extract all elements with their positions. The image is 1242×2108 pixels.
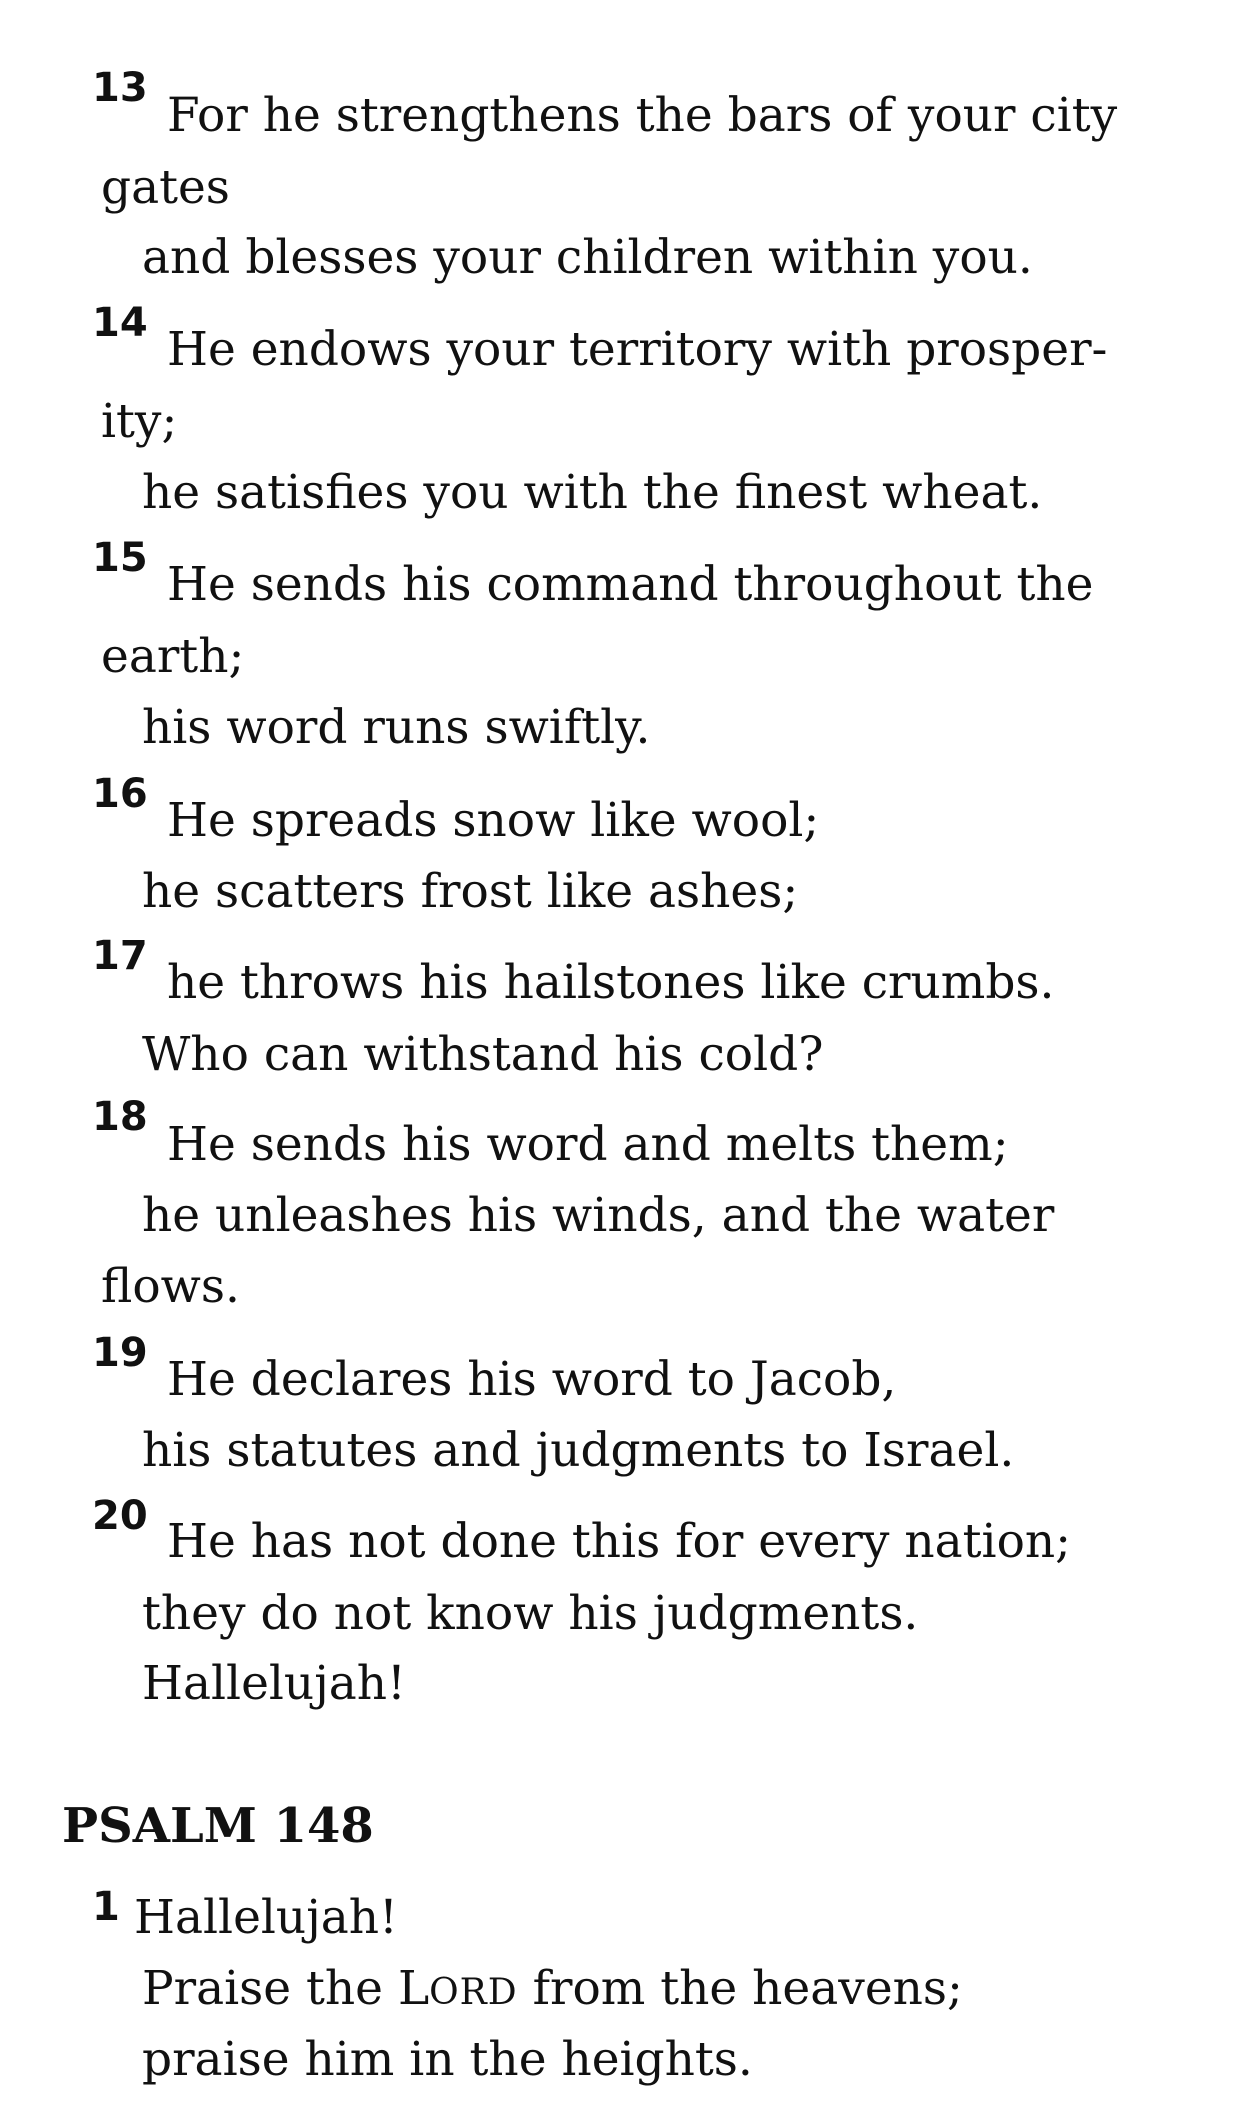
verse-line: and blesses your children within you. — [142, 230, 1033, 285]
verse-line-lord — [142, 1961, 963, 2016]
text-before-lord: Praise the — [142, 1961, 398, 2016]
verse-line-continuation: flows. — [101, 1259, 240, 1314]
verse-line: they do not know his judgments. — [142, 1586, 919, 1641]
verse-line: He spreads snow like wool; — [167, 793, 820, 848]
verse-number: 20 — [92, 1493, 148, 1539]
verse-line-continuation: earth; — [101, 629, 245, 684]
verse-number: 14 — [92, 300, 148, 346]
verse-line: he scatters frost like ashes; — [142, 864, 799, 919]
verse-line: Hallelujah! — [142, 1656, 406, 1711]
verse-number: 19 — [92, 1330, 148, 1376]
verse-line: He endows your territory with prosper- — [167, 322, 1108, 377]
verse-line-continuation: ity; — [101, 394, 178, 449]
verse-line: his statutes and judgments to Israel. — [142, 1423, 1015, 1478]
verse-line: He sends his word and melts them; — [167, 1117, 1009, 1172]
verse-line: He declares his word to Jacob, — [167, 1352, 897, 1407]
verse-line: Hallelujah! — [134, 1890, 398, 1945]
verse-number: 17 — [92, 933, 148, 979]
verse-number: 13 — [92, 65, 148, 111]
verse-line: he throws his hailstones like crumbs. — [167, 955, 1055, 1010]
verse-number: 1 — [92, 1884, 120, 1930]
verse-line: he unleashes his winds, and the water — [142, 1188, 1055, 1243]
verse-line: his word runs swiftly. — [142, 700, 651, 755]
verse-line: He has not done this for every nation; — [167, 1514, 1071, 1569]
verse-number: 16 — [92, 771, 148, 817]
psalm-heading: PSALM 148 — [62, 1798, 374, 1854]
verse-line: Who can withstand his cold? — [142, 1027, 824, 1082]
verse-line: He sends his command throughout the — [167, 557, 1094, 612]
verse-line: he satisfies you with the finest wheat. — [142, 465, 1043, 520]
verse-number: 18 — [92, 1094, 148, 1140]
verse-line: For he strengthens the bars of your city — [167, 88, 1118, 143]
verse-line: praise him in the heights. — [142, 2032, 753, 2087]
lord-small-caps: LORD — [397, 1961, 518, 2016]
verse-line-continuation: gates — [101, 160, 230, 215]
text-after-lord: from the heavens; — [517, 1961, 963, 2016]
verse-number: 15 — [92, 535, 148, 581]
